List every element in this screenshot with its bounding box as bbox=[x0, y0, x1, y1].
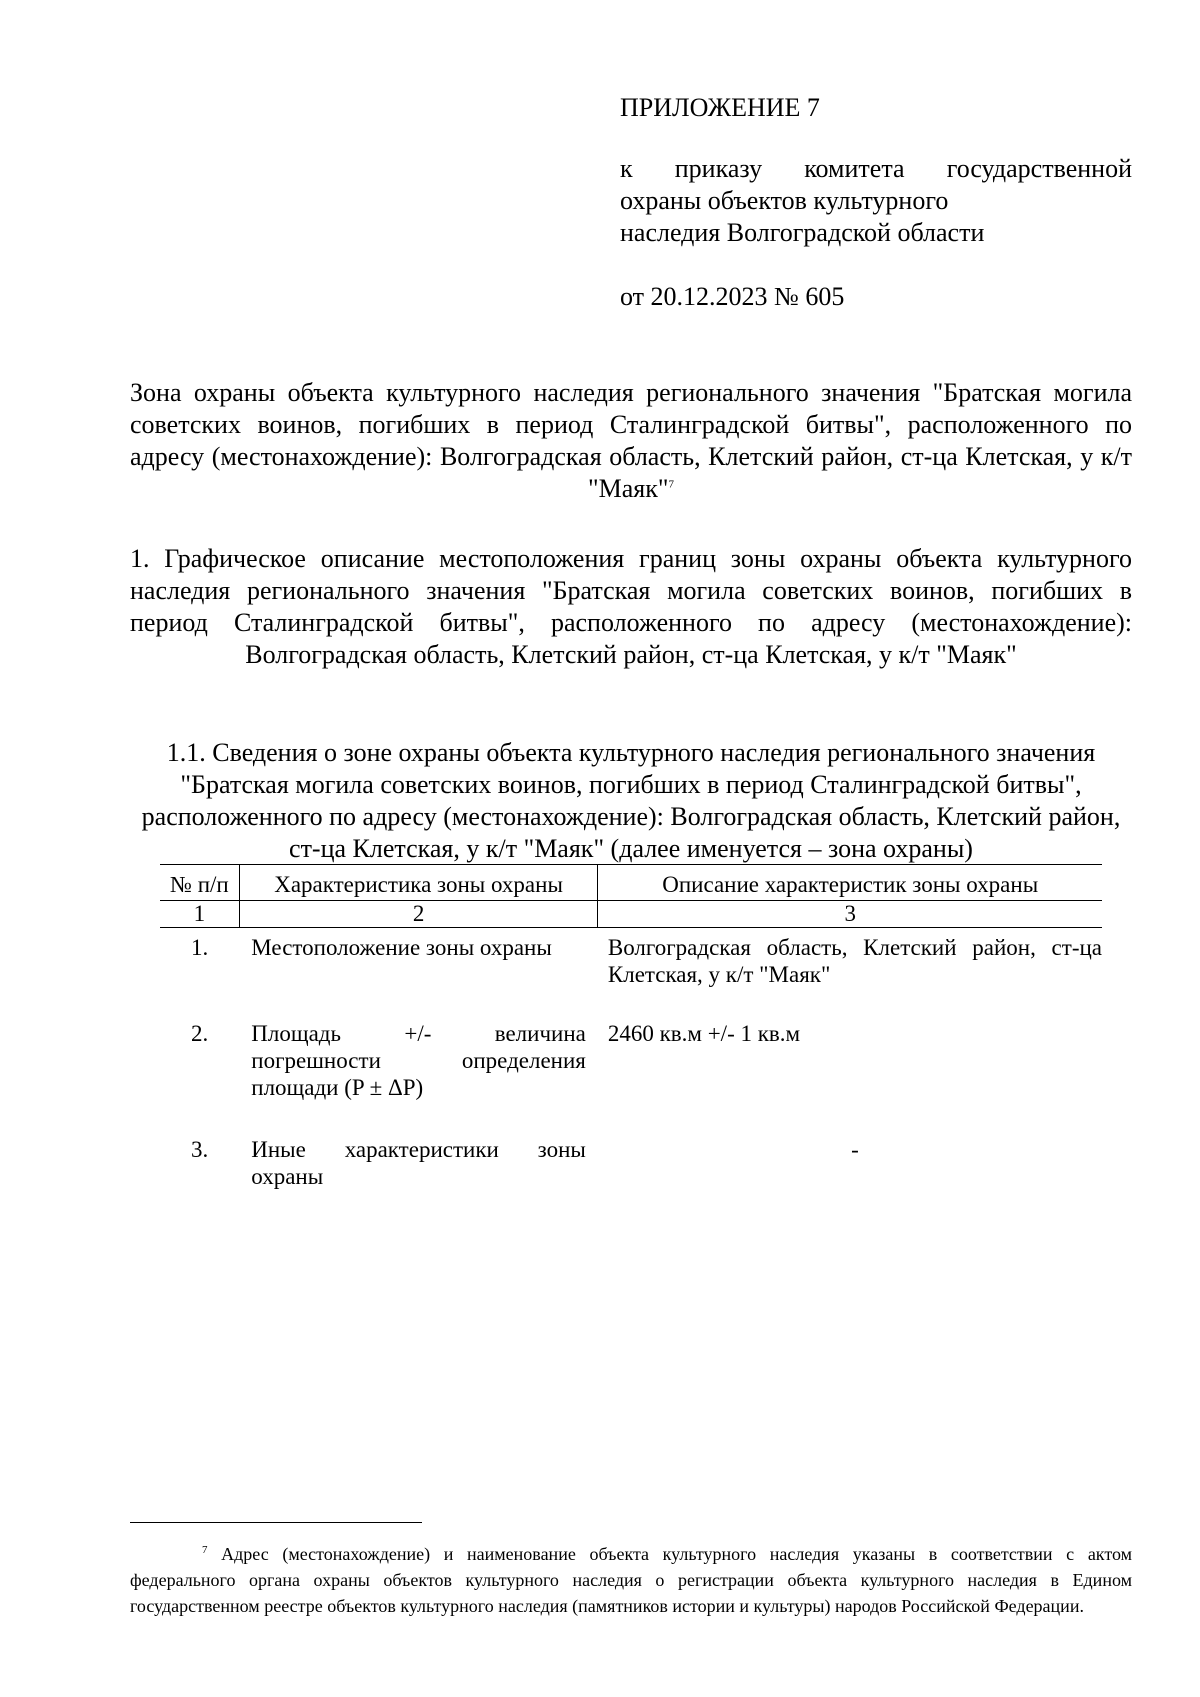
row-num: 1. bbox=[191, 935, 209, 960]
header-characteristic: Характеристика зоны охраны bbox=[239, 865, 598, 901]
zone-info-table bbox=[160, 864, 1102, 1216]
appendix-order-reference bbox=[620, 153, 1132, 249]
column-number: 1 bbox=[160, 901, 239, 928]
table-header-row bbox=[160, 865, 1102, 901]
column-number: 3 bbox=[598, 901, 1102, 928]
header-description: Описание характеристик зоны охраны bbox=[598, 865, 1102, 901]
row-description: - bbox=[851, 1137, 859, 1162]
row-characteristic: Местоположение зоны охраны bbox=[251, 935, 552, 960]
zone-title bbox=[130, 377, 1132, 505]
column-number: 2 bbox=[239, 901, 598, 928]
appendix-title: ПРИЛОЖЕНИЕ 7 bbox=[620, 93, 820, 122]
table-column-numbers-row bbox=[160, 901, 1102, 928]
header-num: № п/п bbox=[160, 865, 239, 901]
table-row bbox=[160, 928, 1102, 1015]
row-num: 2. bbox=[191, 1021, 209, 1046]
row-num: 3. bbox=[191, 1137, 209, 1162]
appendix-order-date: от 20.12.2023 № 605 bbox=[620, 282, 845, 311]
table-row bbox=[160, 1130, 1102, 1216]
footnote-separator bbox=[130, 1522, 422, 1523]
footnote-text: Адрес (местонахождение) и наименование объекта культурного наследия указаны в соответствии с актом федерального органа охраны объектов культурного наследия о регистрации объекта культурного наследия в Едином государственном реестре объектов культурного наследия (памятников истории и культуры) народов Российской Федерации. bbox=[130, 1544, 1132, 1616]
row-characteristic: Площадь +/- величина погрешности определения площади (P ± ΔP) bbox=[251, 1021, 586, 1100]
footnote-marker: 7 bbox=[202, 1544, 208, 1556]
row-description: Волгоградская область, Клетский район, ст-ца Клетская, у к/т "Маяк" bbox=[607, 935, 1102, 987]
zone-title-footnote-ref[interactable]: 7 bbox=[668, 478, 674, 491]
appendix-order-line-2: охраны объектов культурного bbox=[620, 186, 949, 215]
footnote bbox=[130, 1541, 1132, 1619]
row-characteristic: Иные характеристики зоны охраны bbox=[251, 1137, 586, 1189]
zone-title-text: Зона охраны объекта культурного наследия регионального значения "Братская могила советских воинов, погибших в период Сталинградской битвы", расположенного по адресу (местонахождение): Волгоградская область, Клетский район, ст-ца Клетская, у к/т "Маяк" bbox=[130, 378, 1132, 503]
section-1-heading: 1. Графическое описание местоположения границ зоны охраны объекта культурного наследия регионального значения "Братская могила советских воинов, погибших в период Сталинградской битвы", расположенного по адресу (местонахождение): Волгоградская область, Клетский район, ст-ца Клетская, у к/т "Маяк" bbox=[130, 544, 1132, 669]
appendix-order-line-1: к приказу комитета государственной bbox=[620, 154, 1132, 183]
table-row bbox=[160, 1014, 1102, 1130]
section-1-1-heading: 1.1. Сведения о зоне охраны объекта культурного наследия регионального значения "Братская могила советских воинов, погибших в период Сталинградской битвы", расположенного по адресу (местонахождение): Волгоградская область, Клетский район, ст-ца Клетская, у к/т "Маяк" (далее именуется – зона охраны) bbox=[141, 738, 1121, 863]
appendix-order-line-3: наследия Волгоградской области bbox=[620, 218, 985, 247]
row-description: 2460 кв.м +/- 1 кв.м bbox=[607, 1021, 801, 1046]
